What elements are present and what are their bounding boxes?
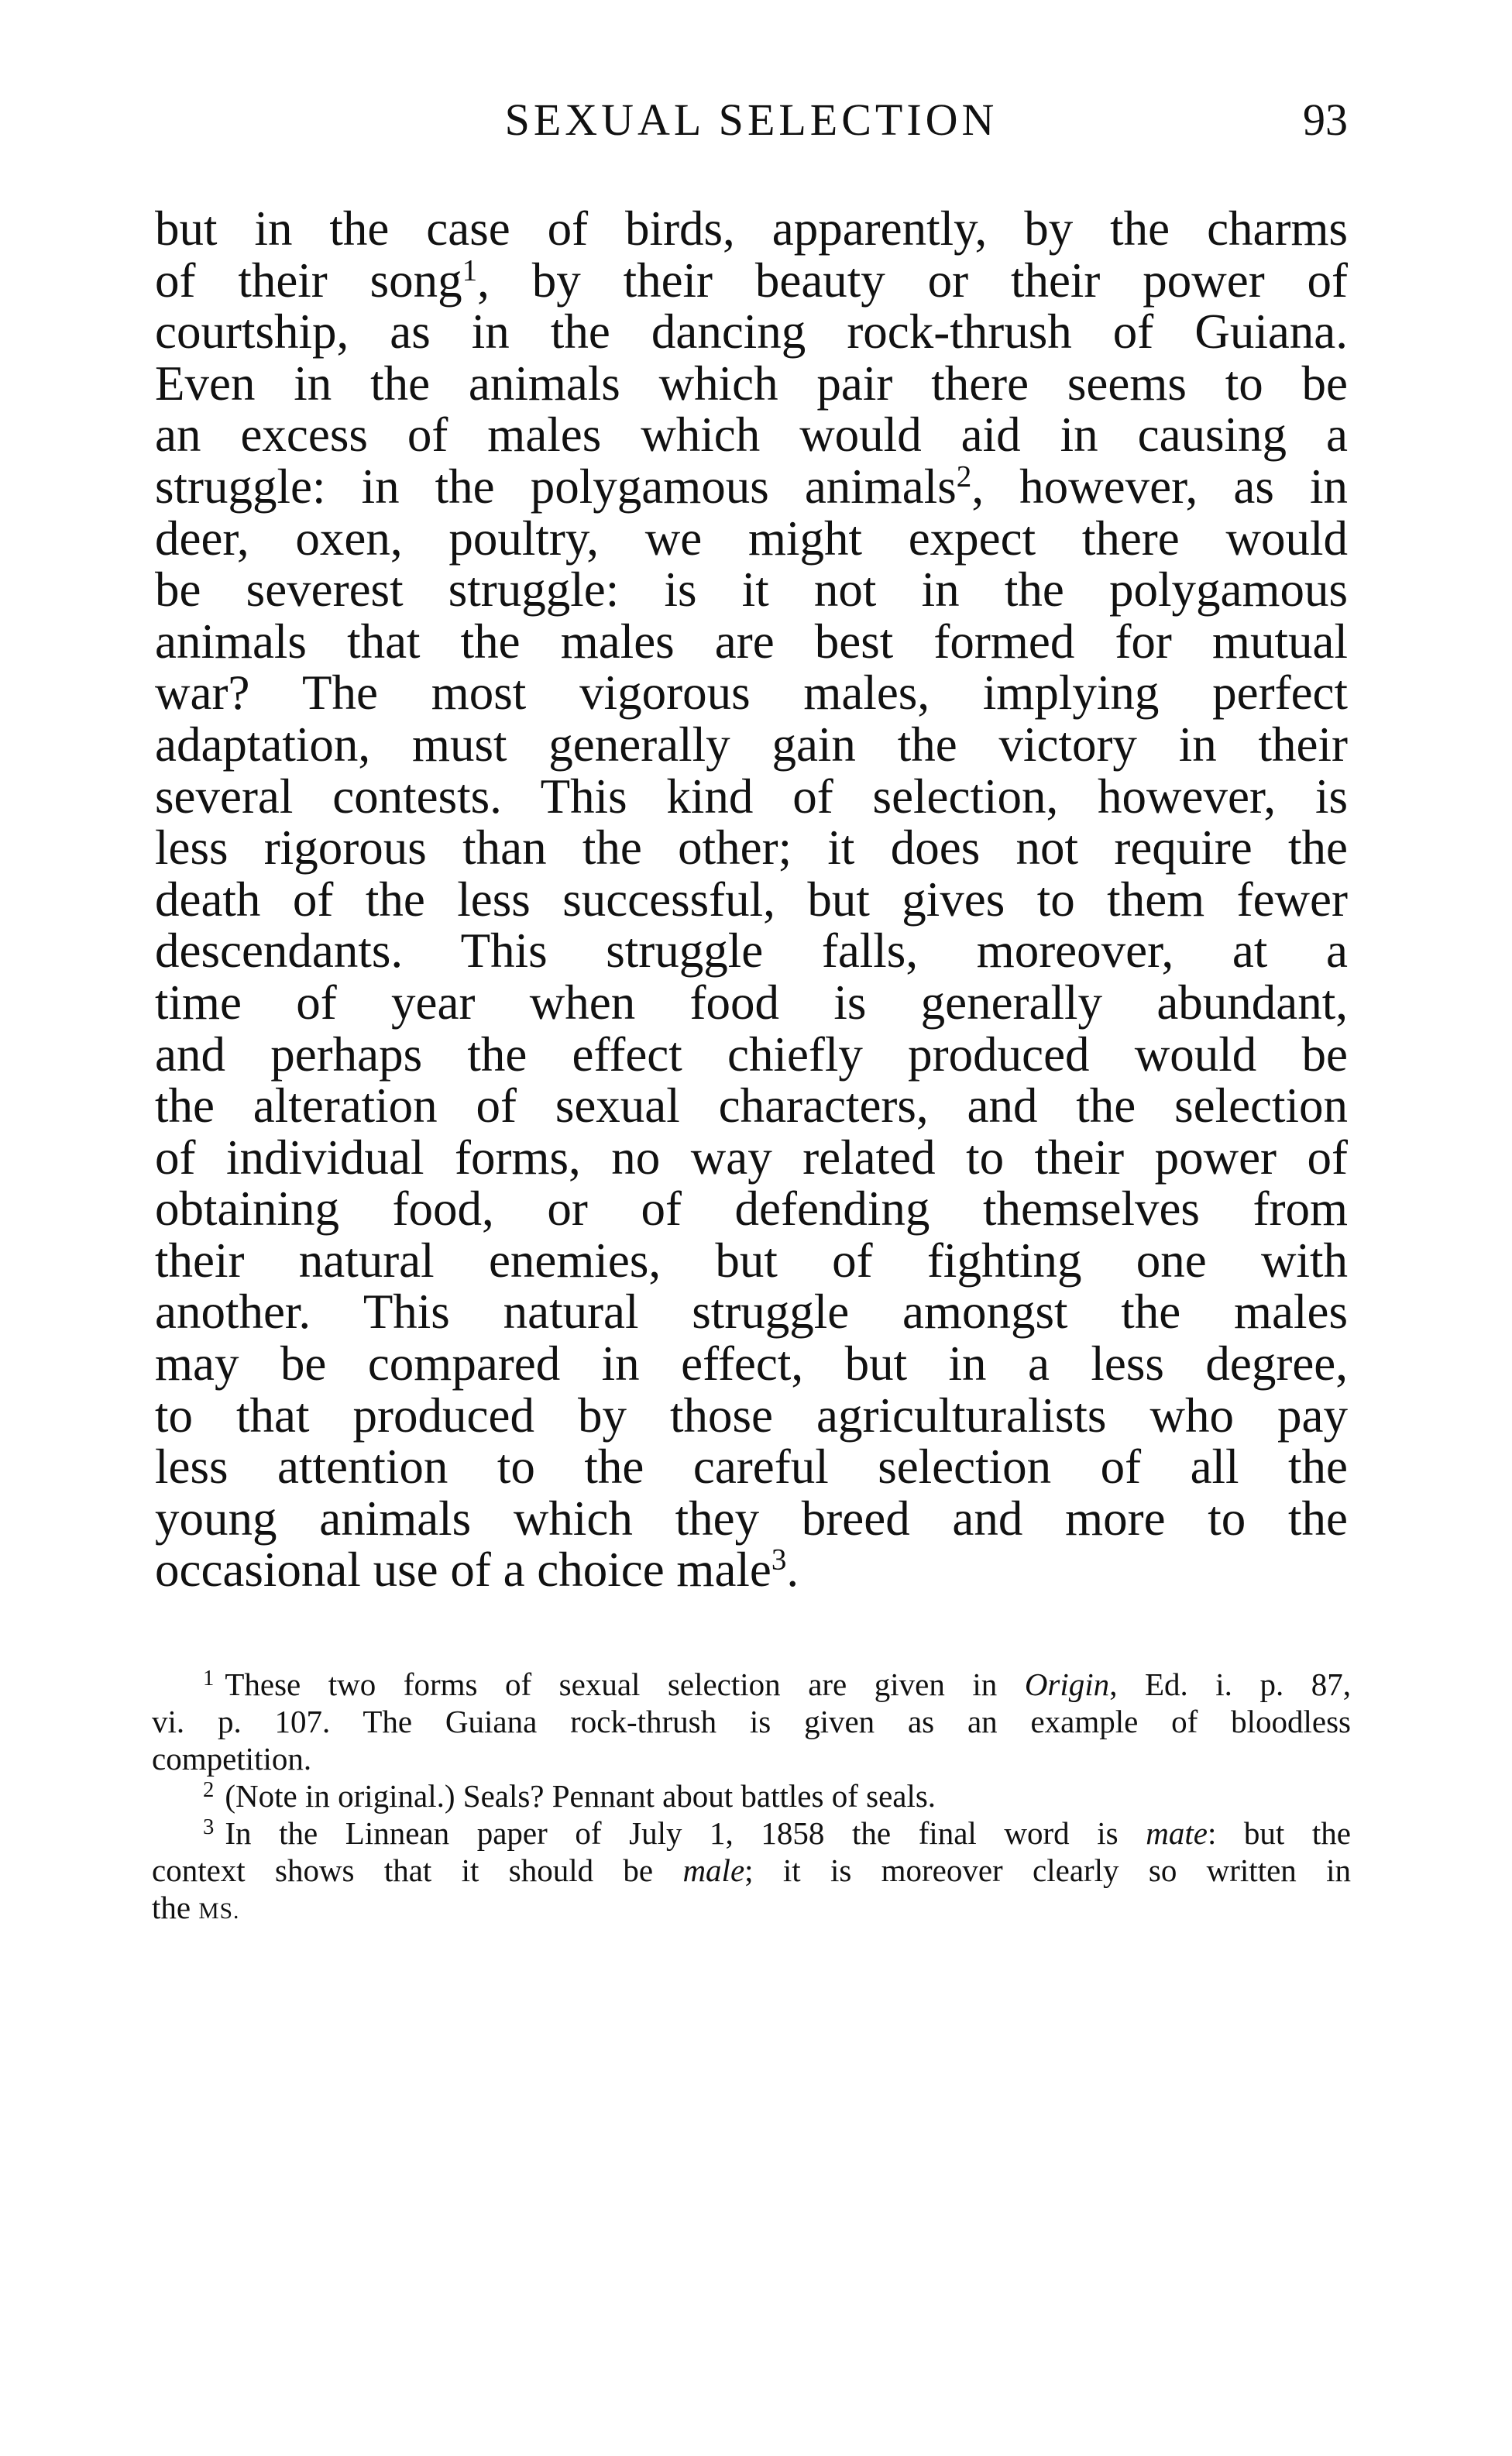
- footnote-1-line: vi. p. 107. The Guiana rock-thrush is given as an example of bloodless: [152, 1704, 1351, 1739]
- text-line: their natural enemies, but of fighting one with: [155, 1233, 1348, 1288]
- text-line: and perhaps the effect chiefly produced would be: [155, 1027, 1348, 1082]
- footnote-3-line: context shows that it should be male; it is moreover clearly so written in: [152, 1852, 1352, 1888]
- text-line: descendants. This struggle falls, moreover, at a: [155, 924, 1348, 979]
- text-line: several contests. This kind of selection, however, is: [155, 769, 1348, 824]
- footnote-3: $^3$ In the Linnean paper of July 1, 1858 the final word is mate: but the: [203, 1814, 1352, 1851]
- text-line: death of the less successful, but gives to them fewer: [155, 872, 1348, 927]
- footnote-2: $^2$ (Note in original.) Seals? Pennant about battles of seals.: [203, 1777, 936, 1814]
- main-paragraph: [155, 203, 1348, 1596]
- text-line: the alteration of sexual characters, and the selection: [155, 1078, 1348, 1133]
- page-number: 93: [1303, 95, 1348, 145]
- footnote-1: $^1$ These two forms of sexual selection are given in Origin, Ed. i. p. 87,: [203, 1666, 1351, 1702]
- text-line: another. This natural struggle amongst the males: [155, 1285, 1348, 1340]
- text-line: courtship, as in the dancing rock-thrush of Guiana.: [155, 304, 1348, 359]
- footnote-3-line: the MS.: [152, 1890, 240, 1925]
- footnote-ref: 1: [462, 253, 478, 287]
- footnote-1-line: competition.: [152, 1741, 312, 1777]
- running-head: [155, 93, 1348, 163]
- text-line: young animals which they breed and more to the: [155, 1491, 1348, 1546]
- text-line: be severest struggle: is it not in the polygamous: [155, 562, 1348, 617]
- footnote-mark: 1: [203, 1666, 215, 1691]
- text-line: adaptation, must generally gain the victory in their: [155, 717, 1348, 772]
- text-line: Even in the animals which pair there seems to be: [155, 356, 1348, 411]
- text-line: may be compared in effect, but in a less degree,: [155, 1336, 1348, 1391]
- text-line: of their song$^1$, by their beauty or their power of: [155, 253, 1348, 308]
- text-line: to that produced by those agriculturalists who pay: [155, 1388, 1348, 1443]
- text-line: deer, oxen, poultry, we might expect there would: [155, 511, 1348, 566]
- text-line: occasional use of a choice male$^3$.: [155, 1543, 799, 1598]
- text-line: an excess of males which would aid in causing a: [155, 408, 1348, 463]
- text-line: obtaining food, or of defending themselves from: [155, 1182, 1348, 1237]
- text-line: animals that the males are best formed for mutual: [155, 614, 1348, 669]
- footnote-ref: 3: [771, 1543, 787, 1577]
- text-line: but in the case of birds, apparently, by the charms: [155, 201, 1348, 256]
- running-title: SEXUAL SELECTION: [504, 95, 998, 145]
- text-line: less rigorous than the other; it does not require the: [155, 820, 1348, 875]
- text-line: of individual forms, no way related to their power of: [155, 1130, 1348, 1185]
- footnotes: [152, 1666, 1351, 1930]
- footnote-mark: 2: [203, 1777, 215, 1803]
- text-line: less attention to the careful selection of all the: [155, 1440, 1348, 1495]
- footnote-mark: 3: [203, 1814, 215, 1840]
- footnote-ref: 2: [956, 459, 972, 494]
- text-line: time of year when food is generally abundant,: [155, 975, 1348, 1030]
- text-line: war? The most vigorous males, implying perfect: [155, 666, 1348, 721]
- text-line: struggle: in the polygamous animals$^2$, however, as in: [155, 459, 1348, 514]
